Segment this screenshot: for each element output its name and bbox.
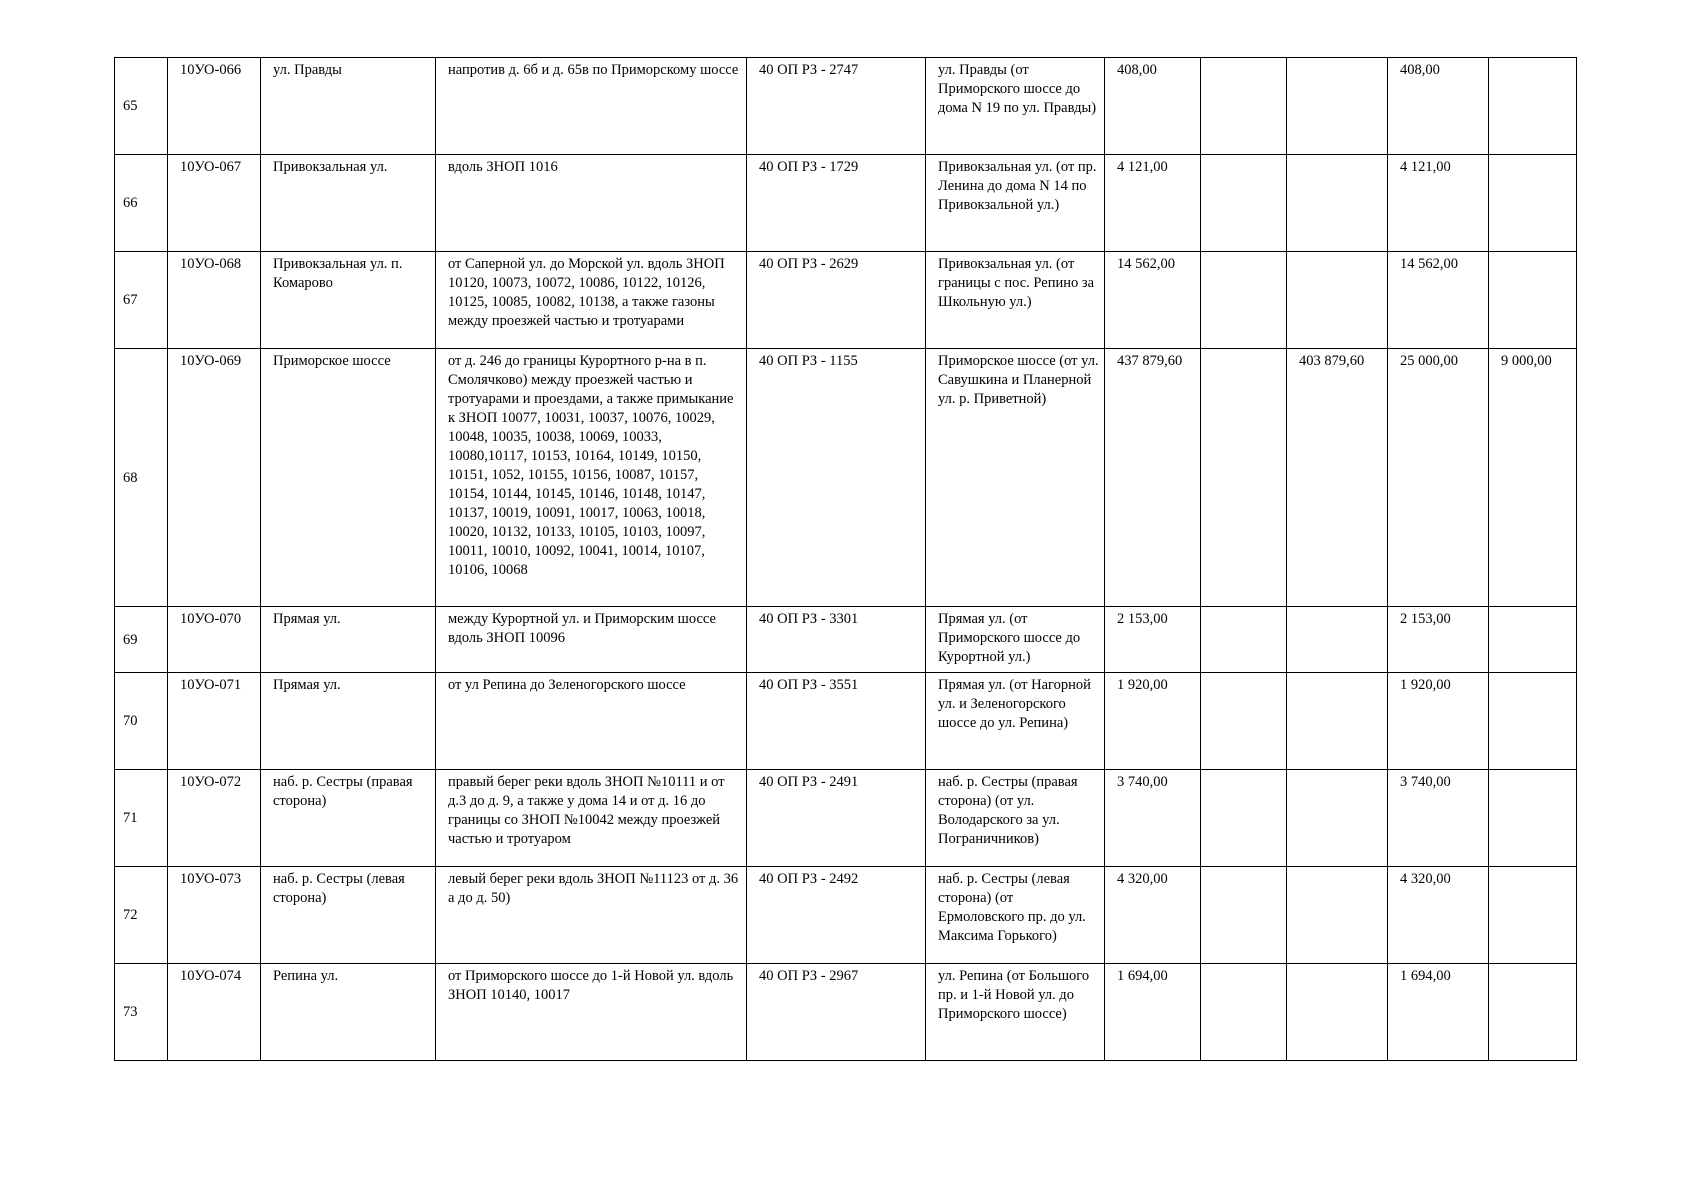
row-number: 72 (115, 867, 168, 964)
table-row (115, 155, 1577, 252)
area-col-3: 4 320,00 (1388, 867, 1489, 964)
road-name: ул. Репина (от Большого пр. и 1-й Новой ул. до Приморского шоссе) (926, 964, 1105, 1061)
area-col-3: 2 153,00 (1388, 607, 1489, 673)
row-number: 71 (115, 770, 168, 867)
area-col-2 (1287, 964, 1388, 1061)
street-name: Репина ул. (261, 964, 436, 1061)
area-col-2 (1287, 867, 1388, 964)
road-name: Привокзальная ул. (от границы с пос. Репино за Школьную ул.) (926, 252, 1105, 349)
road-name: Прямая ул. (от Приморского шоссе до Курортной ул.) (926, 607, 1105, 673)
object-code: 10УО-074 (168, 964, 261, 1061)
area-total: 4 121,00 (1105, 155, 1201, 252)
road-code: 40 ОП РЗ - 2492 (747, 867, 926, 964)
road-code: 40 ОП РЗ - 1729 (747, 155, 926, 252)
area-total: 1 694,00 (1105, 964, 1201, 1061)
area-col-1 (1201, 252, 1287, 349)
road-code: 40 ОП РЗ - 1155 (747, 349, 926, 607)
road-name: наб. р. Сестры (левая сторона) (от Ермоловского пр. до ул. Максима Горького) (926, 867, 1105, 964)
road-name: Прямая ул. (от Нагорной ул. и Зеленогорского шоссе до ул. Репина) (926, 673, 1105, 770)
area-col-1 (1201, 673, 1287, 770)
area-total: 2 153,00 (1105, 607, 1201, 673)
area-col-1 (1201, 607, 1287, 673)
document-table (114, 57, 1577, 1061)
road-code: 40 ОП РЗ - 3551 (747, 673, 926, 770)
object-code: 10УО-072 (168, 770, 261, 867)
location-description: правый берег реки вдоль ЗНОП №10111 и от д.3 до д. 9, а также у дома 14 и от д. 16 до границы со ЗНОП №10042 между проезжей частью и тротуаром (436, 770, 747, 867)
area-col-4 (1489, 770, 1577, 867)
area-col-4 (1489, 58, 1577, 155)
object-code: 10УО-066 (168, 58, 261, 155)
table-row (115, 607, 1577, 673)
area-col-3: 25 000,00 (1388, 349, 1489, 607)
street-name: наб. р. Сестры (правая сторона) (261, 770, 436, 867)
row-number: 68 (115, 349, 168, 607)
location-description: напротив д. 6б и д. 65в по Приморскому шоссе (436, 58, 747, 155)
row-number: 67 (115, 252, 168, 349)
object-code: 10УО-073 (168, 867, 261, 964)
location-description: от Приморского шоссе до 1-й Новой ул. вдоль ЗНОП 10140, 10017 (436, 964, 747, 1061)
road-code: 40 ОП РЗ - 3301 (747, 607, 926, 673)
table-row (115, 673, 1577, 770)
road-name: Приморское шоссе (от ул. Савушкина и Планерной ул. р. Приветной) (926, 349, 1105, 607)
street-name: наб. р. Сестры (левая сторона) (261, 867, 436, 964)
area-col-4 (1489, 867, 1577, 964)
area-total: 1 920,00 (1105, 673, 1201, 770)
area-col-4 (1489, 673, 1577, 770)
row-number: 69 (115, 607, 168, 673)
area-col-1 (1201, 867, 1287, 964)
object-code: 10УО-069 (168, 349, 261, 607)
location-description: левый берег реки вдоль ЗНОП №11123 от д. 36 а до д. 50) (436, 867, 747, 964)
location-description: от д. 246 до границы Курортного р-на в п. Смолячково) между проезжей частью и тротуарами и проездами, а также примыкание к ЗНОП 10077, 10031, 10037, 10076, 10029, 10048, 10035, 10038, 10069, 10033, 10080,10117, 10153, 10164, 10149, 10150, 10151, 1052, 10155, 10156, 10087, 10157, 10154, 10144, 10145, 10146, 10148, 10147, 10137, 10019, 10091, 10017, 10063, 10018, 10020, 10132, 10133, 10105, 10103, 10097, 10011, 10010, 10092, 10041, 10014, 10107, 10106, 10068 (436, 349, 747, 607)
location-description: между Курортной ул. и Приморским шоссе вдоль ЗНОП 10096 (436, 607, 747, 673)
area-col-1 (1201, 58, 1287, 155)
area-col-3: 14 562,00 (1388, 252, 1489, 349)
location-description: от ул Репина до Зеленогорского шоссе (436, 673, 747, 770)
area-total: 14 562,00 (1105, 252, 1201, 349)
area-col-3: 4 121,00 (1388, 155, 1489, 252)
street-name: Привокзальная ул. (261, 155, 436, 252)
table-row (115, 252, 1577, 349)
object-code: 10УО-070 (168, 607, 261, 673)
road-code: 40 ОП РЗ - 2967 (747, 964, 926, 1061)
area-col-3: 1 920,00 (1388, 673, 1489, 770)
area-col-3: 408,00 (1388, 58, 1489, 155)
road-name: наб. р. Сестры (правая сторона) (от ул. Володарского за ул. Пограничников) (926, 770, 1105, 867)
area-col-4: 9 000,00 (1489, 349, 1577, 607)
area-total: 3 740,00 (1105, 770, 1201, 867)
row-number: 73 (115, 964, 168, 1061)
road-name: ул. Правды (от Приморского шоссе до дома N 19 по ул. Правды) (926, 58, 1105, 155)
street-name: ул. Правды (261, 58, 436, 155)
table-row (115, 58, 1577, 155)
area-col-2 (1287, 58, 1388, 155)
area-col-4 (1489, 607, 1577, 673)
area-col-2 (1287, 673, 1388, 770)
road-code: 40 ОП РЗ - 2629 (747, 252, 926, 349)
area-total: 437 879,60 (1105, 349, 1201, 607)
street-name: Прямая ул. (261, 673, 436, 770)
location-description: вдоль ЗНОП 1016 (436, 155, 747, 252)
table-row (115, 349, 1577, 607)
area-col-2: 403 879,60 (1287, 349, 1388, 607)
area-col-4 (1489, 252, 1577, 349)
area-col-4 (1489, 964, 1577, 1061)
table-row (115, 770, 1577, 867)
area-total: 408,00 (1105, 58, 1201, 155)
area-col-2 (1287, 607, 1388, 673)
area-col-3: 1 694,00 (1388, 964, 1489, 1061)
area-col-1 (1201, 155, 1287, 252)
road-code: 40 ОП РЗ - 2747 (747, 58, 926, 155)
area-col-3: 3 740,00 (1388, 770, 1489, 867)
row-number: 70 (115, 673, 168, 770)
object-code: 10УО-068 (168, 252, 261, 349)
road-name: Привокзальная ул. (от пр. Ленина до дома N 14 по Привокзальной ул.) (926, 155, 1105, 252)
street-name: Привокзальная ул. п. Комарово (261, 252, 436, 349)
area-total: 4 320,00 (1105, 867, 1201, 964)
area-col-2 (1287, 155, 1388, 252)
street-name: Прямая ул. (261, 607, 436, 673)
object-code: 10УО-071 (168, 673, 261, 770)
area-col-1 (1201, 964, 1287, 1061)
row-number: 65 (115, 58, 168, 155)
table-row (115, 964, 1577, 1061)
object-code: 10УО-067 (168, 155, 261, 252)
road-code: 40 ОП РЗ - 2491 (747, 770, 926, 867)
area-col-2 (1287, 770, 1388, 867)
table-row (115, 867, 1577, 964)
location-description: от Саперной ул. до Морской ул. вдоль ЗНОП 10120, 10073, 10072, 10086, 10122, 10126, 10125, 10085, 10082, 10138, а также газоны между проезжей частью и тротуарами (436, 252, 747, 349)
street-name: Приморское шоссе (261, 349, 436, 607)
area-col-1 (1201, 349, 1287, 607)
area-col-4 (1489, 155, 1577, 252)
area-col-2 (1287, 252, 1388, 349)
row-number: 66 (115, 155, 168, 252)
area-col-1 (1201, 770, 1287, 867)
